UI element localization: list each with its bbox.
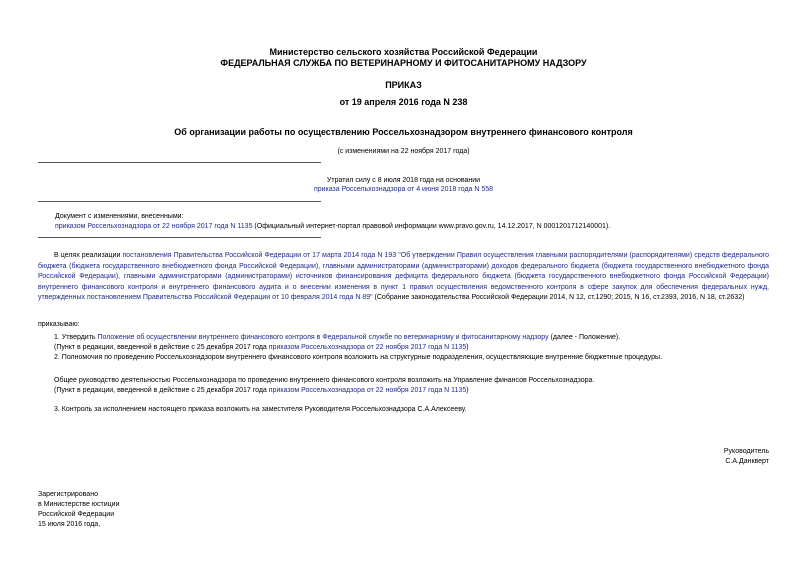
preamble-intro: В целях реализации — [54, 252, 123, 259]
item-1 — [54, 333, 620, 344]
signature-name: С.А.Данкверт — [725, 458, 769, 465]
item-2b: Общее руководство деятельностью Россельхознадзора по проведению внутреннего финансового контроля возложить на Управление финансов Россельхознадзора. — [54, 377, 595, 384]
doc-type: ПРИКАЗ — [385, 80, 422, 90]
divider — [38, 201, 321, 202]
item-1-note-pre: (Пункт в редакции, введенной в действие с 25 декабря 2017 года — [54, 344, 269, 351]
changes-source: (Официальный интернет-портал правовой информации www.pravo.gov.ru, 14.12.2017, N 0001201712140001). — [252, 223, 611, 230]
lost-force-text: Утратил силу с 8 июля 2018 года на основании — [326, 177, 481, 184]
changes-label: Документ с изменениями, внесенными: — [55, 213, 184, 220]
item-3: 3. Контроль за исполнением настоящего приказа возложить на заместителя Руководителя Россельхознадзора С.А.Алексееву. — [54, 406, 467, 413]
service-name: ФЕДЕРАЛЬНАЯ СЛУЖБА ПО ВЕТЕРИНАРНОМУ И ФИТОСАНИТАРНОМУ НАДЗОРУ — [220, 58, 587, 68]
item-1-note-link[interactable]: приказом Россельхознадзора от 22 ноября 2017 года N 1135 — [268, 344, 467, 351]
item-2b-note-link[interactable]: приказом Россельхознадзора от 22 ноября 2017 года N 1135 — [268, 387, 467, 394]
registration-line-3: Российской Федерации — [38, 511, 115, 518]
registration-line-4: 15 июля 2016 года, — [38, 521, 101, 528]
divider — [38, 162, 321, 163]
divider — [38, 237, 321, 238]
changes-link[interactable]: приказом Россельхознадзора от 22 ноября 2017 года N 1135 — [55, 223, 253, 230]
registration-line-1: Зарегистрировано — [38, 491, 98, 498]
amended-note: (с изменениями на 22 ноября 2017 года) — [337, 148, 470, 155]
preamble-tail: (Собрание законодательства Российской Федерации 2014, N 12, ст.1290; 2015, N 16, ст.2393, 2016, N 18, ст.2632) — [372, 294, 745, 301]
item-1-note — [54, 343, 469, 354]
item-1-post: (далее - Положение). — [548, 334, 621, 341]
doc-title: Об организации работы по осуществлению Россельхознадзором внутреннего финансового контроля — [174, 127, 633, 137]
preamble-link[interactable]: постановления Правительства Российской Федерации от 17 марта 2014 года N 193 "Об утверждении Правил осуществления главными распорядителями (распорядителями) средств федерального бюджета (бюджета государственного внебюджетного фонда Российской Федерации), главными администраторами (администраторами) доходов федерального бюджета (бюджета государственного внебюджетного фонда Российской Федерации), главными администраторами (администраторами) источников финансирования дефицита федерального бюджета (бюджета государственного внебюджетного фонда Российской Федерации) внутреннего финансового контроля и внутреннего финансового аудита и о внесении изменения в пункт 1 правил осуществления ведомственного контроля в сфере закупок для обеспечения федеральных нужд, утвержденных постановлением Правительства Российской Федерации от 10 февраля 2014 года N 89" — [38, 252, 769, 301]
item-1-pre: 1. Утвердить — [54, 334, 98, 341]
item-1-link[interactable]: Положение об осуществлении внутреннего финансового контроля в Федеральной службе по ветеринарному и фитосанитарному надзору — [97, 334, 549, 341]
ministry-name: Министерство сельского хозяйства Российской Федерации — [269, 47, 538, 57]
item-2b-note-pre: (Пункт в редакции, введенной в действие с 25 декабря 2017 года — [54, 387, 269, 394]
item-1-note-post: ) — [466, 344, 469, 351]
changes-line — [55, 222, 610, 233]
basis-link[interactable]: приказа Россельхознадзора от 4 июня 2018 года N 558 — [313, 186, 494, 193]
preamble — [38, 251, 769, 304]
signature-role: Руководитель — [723, 448, 769, 455]
item-2b-note-post: ) — [466, 387, 469, 394]
registration-line-2: в Министерстве юстиции — [38, 501, 120, 508]
doc-date: от 19 апреля 2016 года N 238 — [339, 97, 468, 107]
item-2: 2. Полномочия по проведению Россельхознадзором внутреннего финансового контроля возложить на структурные подразделения, осуществляющие внутренние бюджетные процедуры. — [54, 354, 663, 361]
item-2b-note — [54, 386, 469, 397]
orders-word: приказываю: — [38, 321, 80, 328]
